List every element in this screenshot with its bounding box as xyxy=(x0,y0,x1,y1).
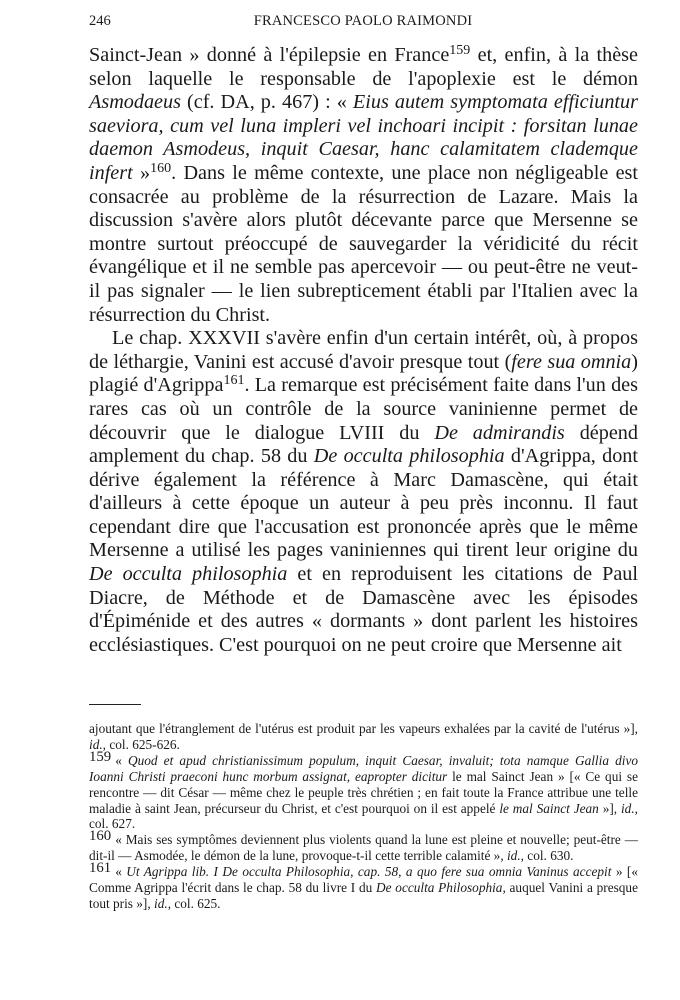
running-header xyxy=(89,13,637,35)
text-run: (cf. DA, p. 467) : « xyxy=(180,91,353,114)
text-run: et en reproduisent les citations de Paul Diacre, de Méthode et de Damascène avec les épisodes d'Épiménide et des autres « dormants » dont parlent les histoires ecclésiastiques. C'est pourquoi on ne peut croire que Mersenne ait xyxy=(89,563,638,656)
footnote-160 xyxy=(89,828,638,864)
text-run: , col. 630. xyxy=(520,848,574,864)
footnote-ref-161: 161 xyxy=(223,373,245,389)
text-run: . Dans le même contexte, une place non négligeable est consacrée au problème de la résurrection de Lazare. Mais la discussion s'avère alors plutôt décevante parce que Mersenne se montre surtout préoccupé de sauvegarder la véridicité du récit évangélique et il ne semble pas apercevoir — ou peut-être ne veut-il pas signaler — le lien subrepticement établi par l'Italien avec la résurrection du Christ. xyxy=(89,161,638,326)
text-run: « xyxy=(115,752,128,768)
footnote-161 xyxy=(89,860,638,912)
body-paragraph-1 xyxy=(89,44,638,327)
text-run: « xyxy=(115,864,127,880)
text-run: le mal Sainct Jean » [« Ce qui se rencontre — dit César — même chez le peuple très chrétien ; en fait toute la France attribue une telle maladie à saint Jean, précurseur du Christ, et c'est pourquoi on il est appelé xyxy=(89,768,638,816)
footnote-ref-160: 160 xyxy=(150,160,172,176)
text-run: , col. 625. xyxy=(167,895,221,911)
footnotes xyxy=(89,721,638,912)
running-title: FRANCESCO PAOLO RAIMONDI xyxy=(253,13,473,29)
latin-quote: Eius autem symptomata efficiuntur saeviora, cum vel luna impleri vel inchoari incipit : forsitan lunae daemon Asmodeus, inquit Caesar, hanc calamitatem clademque infert xyxy=(89,91,638,184)
italic-run: Quod et apud christianissimum populum, inquit Caesar, invaluit; tota namque Gallia divo Ioanni Christi praeconi hunc morbum assignat, eapropter dicitur xyxy=(89,752,638,784)
italic-run: le mal Sainct Jean xyxy=(499,800,599,816)
italic-run: Asmodaeus xyxy=(89,91,181,114)
footnote-number: 160 xyxy=(89,828,112,845)
footnote-number: 159 xyxy=(89,748,112,765)
italic-run: id. xyxy=(620,800,635,816)
text-run: « Mais ses symptômes deviennent plus violents quand la lune est pleine et nouvelle; peut-être — dit-il — Asmodée, le démon de la lune, provoque-t-il cette terrible calamité », xyxy=(89,832,638,864)
body-paragraph-2 xyxy=(89,327,638,657)
footnote-ref-159: 159 xyxy=(449,43,471,58)
italic-run: Ut Agrippa lib. I De occulta Philosophia, cap. 58, a quo fere sua omnia Vaninus accepit xyxy=(126,864,612,880)
text-run: et, enfin, à la thèse selon laquelle le responsable de l'apoplexie est le démon xyxy=(89,44,639,90)
text-run: » xyxy=(132,161,151,184)
footnote-separator xyxy=(89,704,141,705)
text-run: ) plagié d'Agrippa xyxy=(89,350,638,397)
italic-run: De occulta philosophia xyxy=(89,563,288,586)
text-run: » [« Comme Agrippa l'écrit dans le chap. 58 du livre I du xyxy=(89,864,638,896)
italic-run: id. xyxy=(506,848,521,864)
text-run: d'Agrippa, dont dérive également la référence à Marc Damascène, qui était d'ailleurs à cette époque un auteur à peu près inconnu. Il faut cependant dire que l'accusation est prononcée après que le même Mersenne a utilisé les pages vaniniennes qui tirent leur origine du xyxy=(89,445,638,562)
page-number: 246 xyxy=(89,13,111,29)
text-run: »], xyxy=(598,800,621,816)
main-text xyxy=(89,44,638,657)
text-run: , col. 625-626. xyxy=(102,736,180,752)
text-run: Sainct-Jean » donné à l'épilepsie en France xyxy=(89,44,450,66)
text-run: , col. 627. xyxy=(89,800,638,832)
italic-run: De admirandis xyxy=(434,421,565,444)
italic-run: id. xyxy=(154,895,168,911)
footnote-continuation xyxy=(89,721,638,753)
text-run: Le chap. XXXVII s'avère enfin d'un certain intérêt, où, à propos de léthargie, Vanini est accusé d'avoir presque tout ( xyxy=(89,327,638,373)
italic-run: fere sua omnia xyxy=(511,350,632,373)
text-run: . La remarque est précisément faite dans l'un des rares cas où un contrôle de la source vaninienne permet de découvrir que le dialogue LVIII du xyxy=(89,374,638,444)
text-run: ajoutant que l'étranglement de l'utérus est produit par les vapeurs exhalées par la cavité de l'utérus »], xyxy=(89,721,638,736)
italic-run: De occulta Philosophia, xyxy=(376,880,506,896)
text-run: dépend amplement du chap. 58 du xyxy=(89,421,638,468)
text-run: auquel Vanini a presque tout pris »], xyxy=(89,880,638,911)
footnote-number: 161 xyxy=(89,860,112,877)
italic-run: De occulta philosophia xyxy=(313,445,505,468)
italic-run: id. xyxy=(89,736,103,752)
footnote-159 xyxy=(89,748,638,833)
